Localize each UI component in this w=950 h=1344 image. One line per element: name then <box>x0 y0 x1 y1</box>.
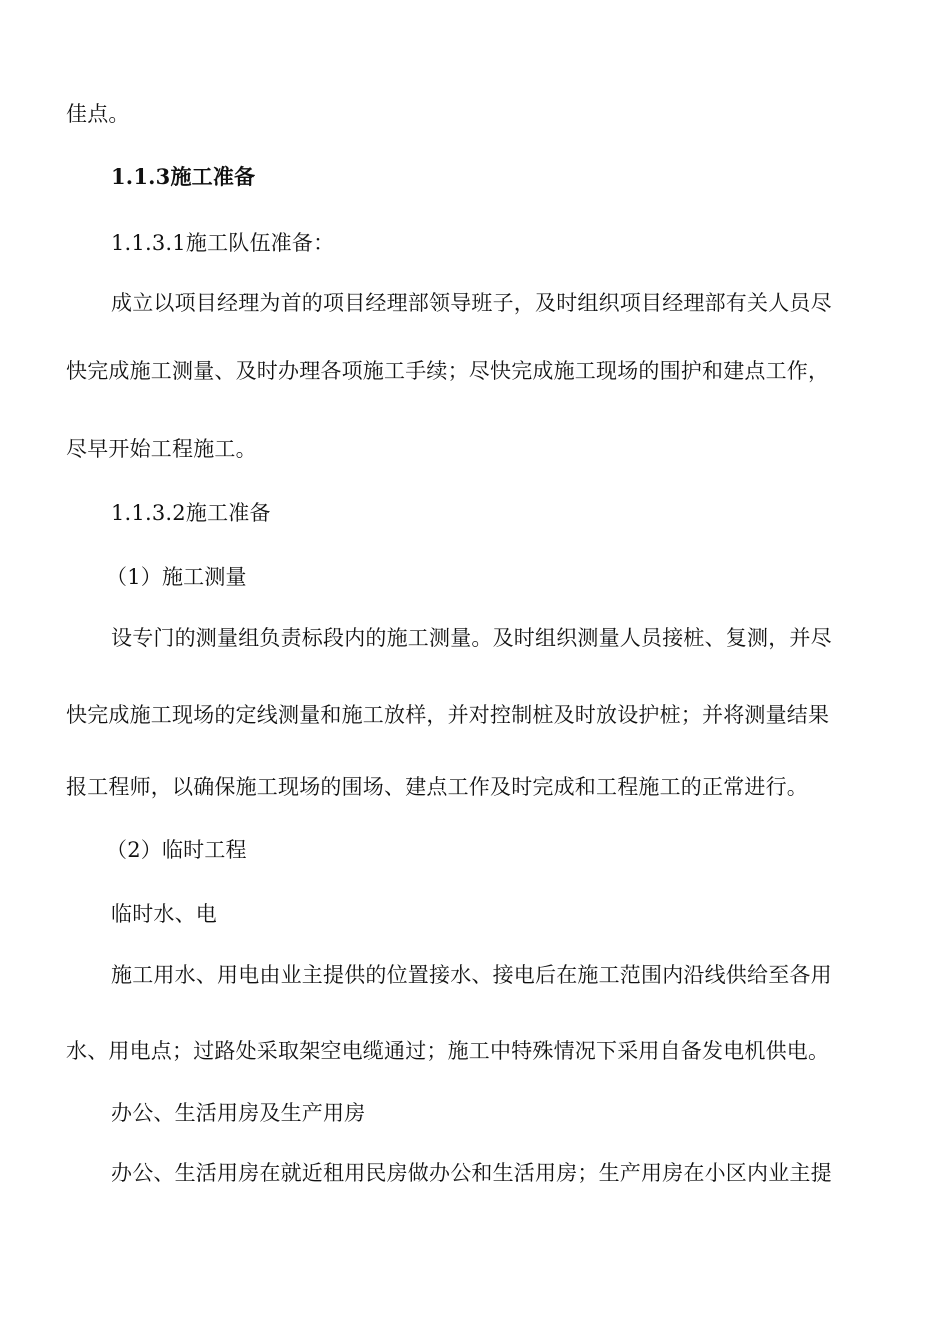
paragraph-line: 快完成施工现场的定线测量和施工放样，并对控制桩及时放设护桩；并将测量结果 <box>66 703 830 727</box>
paragraph-line: 施工用水、用电由业主提供的位置接水、接电后在施工范围内沿线供给至各用 <box>111 963 832 987</box>
subsection-heading: 1.1.3.1施工队伍准备： <box>111 231 335 255</box>
item-heading: （2）临时工程 <box>106 838 247 862</box>
topic-heading: 临时水、电 <box>111 902 217 926</box>
paragraph-continuation: 佳点。 <box>66 102 130 126</box>
topic-heading: 办公、生活用房及生产用房 <box>111 1101 366 1125</box>
paragraph-line: 报工程师，以确保施工现场的围场、建点工作及时完成和工程施工的正常进行。 <box>66 775 808 799</box>
paragraph-line: 快完成施工测量、及时办理各项施工手续；尽快完成施工现场的围护和建点工作， <box>66 359 830 383</box>
paragraph-line: 尽早开始工程施工。 <box>66 437 257 461</box>
paragraph-line: 办公、生活用房在就近租用民房做办公和生活用房；生产用房在小区内业主提 <box>111 1161 832 1185</box>
paragraph-line: 水、用电点；过路处采取架空电缆通过；施工中特殊情况下采用自备发电机供电。 <box>66 1039 830 1063</box>
subsection-heading: 1.1.3.2施工准备 <box>111 501 271 525</box>
paragraph-line: 成立以项目经理为首的项目经理部领导班子，及时组织项目经理部有关人员尽 <box>111 291 832 315</box>
paragraph-line: 设专门的测量组负责标段内的施工测量。及时组织测量人员接桩、复测，并尽 <box>111 626 832 650</box>
section-heading: 1.1.3施工准备 <box>111 164 256 189</box>
item-heading: （1）施工测量 <box>106 565 247 589</box>
